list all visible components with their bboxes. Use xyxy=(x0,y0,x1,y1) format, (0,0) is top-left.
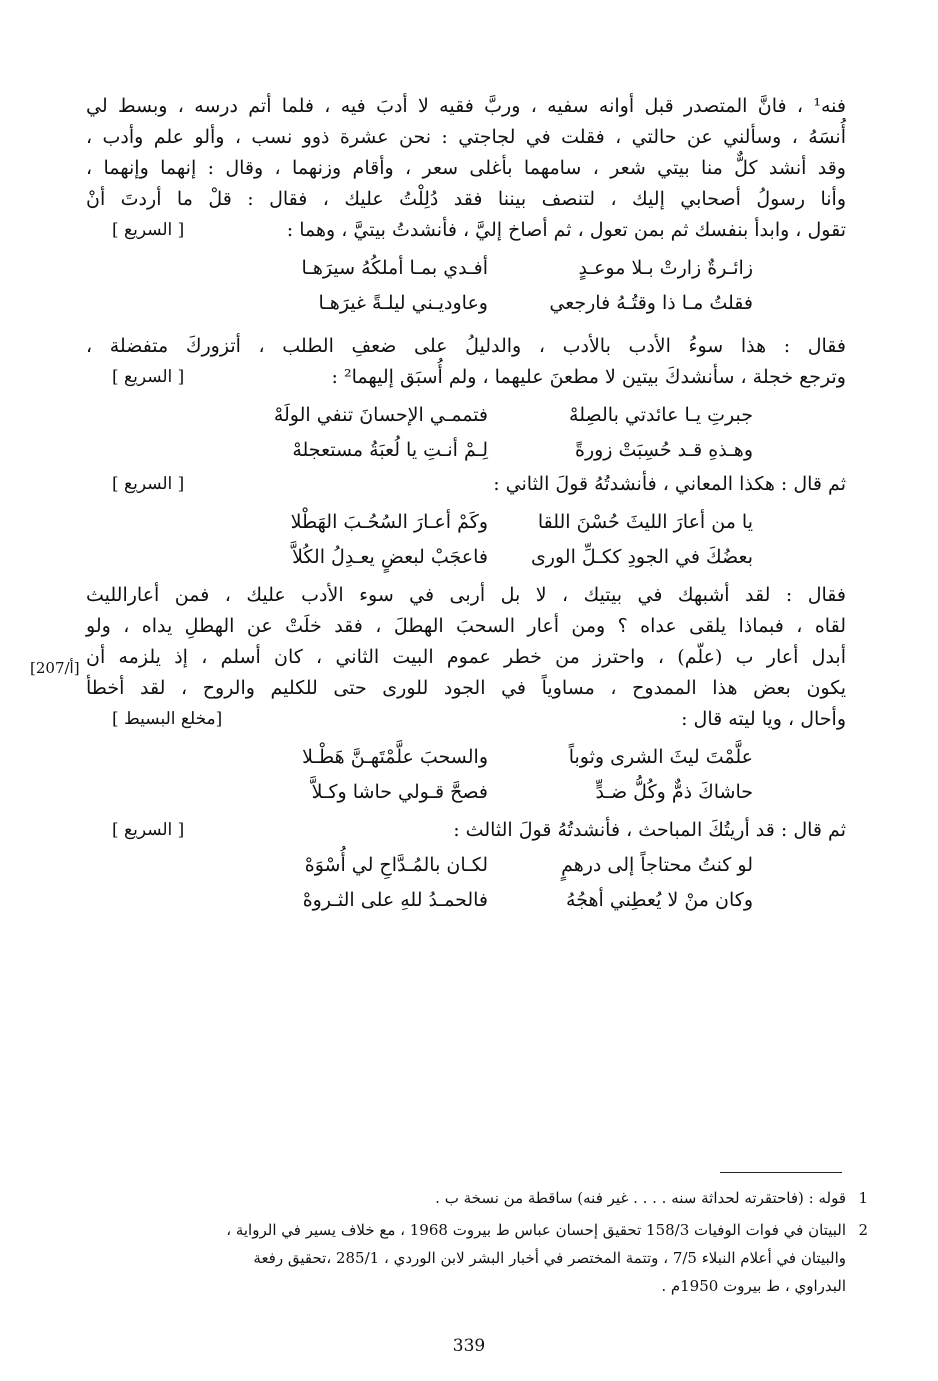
verse-second-hemistich: فتممـي الإحسانَ تنفي الولَهْ xyxy=(273,404,488,426)
prose-line: وأحال ، ويا ليته قال : xyxy=(681,708,846,730)
prose-line: ثم قال : هكذا المعاني ، فأنشدتُهُ قولَ الثاني : xyxy=(493,473,846,495)
verse-first-hemistich: حاشاكَ ذمٌّ وكُلُّ ضـدٍّ xyxy=(595,781,753,803)
footnote-line xyxy=(86,1218,868,1243)
footnote-text: والبيتان في أعلام النبلاء 7/5 ، وتتمة المختصر في أخبار البشر لابن الوردي ، 285/1 ،تحقيق رفعة xyxy=(253,1249,846,1267)
verse-first-hemistich: جبرتِ يـا عائدتي بالصِلهْ xyxy=(569,404,753,426)
footnote-line xyxy=(86,1246,846,1271)
margin-folio-reference: [أ/207] xyxy=(30,659,80,677)
verse-first-hemistich: بعضُكَ في الجودِ ككـلِّ الورى xyxy=(530,546,753,568)
verse-first-hemistich: وهـذهِ قـد حُسِبَتْ زورةً xyxy=(575,439,753,461)
prose-line: وترجع خجلة ، سأنشدكَ بيتين لا مطعنَ عليهما ، ولم أُسبَق إليهما² : xyxy=(331,366,846,388)
meter-label: [ السريع ] xyxy=(112,220,185,240)
prose-line: وأنا رسولُ أصحابي إليك ، لتنصف بيننا فقد دُلِلْتُ عليك ، فقال : قلْ ما أردتَ أنْ xyxy=(86,188,846,210)
footnote-text: قوله : (فاحتقرته لحداثة سنه . . . . غير فنه) ساقطة من نسخة ب . xyxy=(435,1189,846,1207)
footnote-text: البيتان في فوات الوفيات 158/3 تحقيق إحسان عباس ط بيروت 1968 ، مع خلاف يسير في الرواية ، xyxy=(226,1221,846,1239)
verse-second-hemistich: فالحمـدُ للهِ على الثـروهْ xyxy=(302,889,488,911)
verse-first-hemistich: يا من أعارَ الليثَ حُسْنَ اللقا xyxy=(537,511,753,533)
meter-label: [ السريع ] xyxy=(112,474,185,494)
verse-second-hemistich: وعاوديـني ليلـةً غيرَهـا xyxy=(318,292,488,314)
verse-first-hemistich: زائـرةٌ زارتْ بـلا موعـدٍ xyxy=(578,257,753,279)
verse-second-hemistich: وكَمْ أعـارَ السُحُـبَ الهَطْلا xyxy=(290,511,488,533)
prose-line: لقاه ، فبماذا يلقى عداه ؟ ومن أعار السحبَ الهطلَ ، فقد خلَتْ عن الهطلِ يداه ، ولو xyxy=(86,615,846,637)
verse-first-hemistich: علَّمْتَ ليثَ الشرى وثوباً xyxy=(568,746,753,768)
meter-label: [ السريع ] xyxy=(112,367,185,387)
meter-label: [مخلع البسيط ] xyxy=(112,709,223,729)
prose-line: فنه¹ ، فانَّ المتصدر قبل أوانه سفيه ، وربَّ فقيه لا أدبَ فيه ، فلما أتم درسه ، وبسط لي xyxy=(86,95,846,117)
prose-line: أُنسَهُ ، وسألني عن حالتي ، فقلت في لجاجتي : نحن عشرة ذوو نسب ، وألو علم وأدب ، xyxy=(86,126,846,148)
prose-line: يكون بعض هذا الممدوح ، مساوياً في الجود للورى حتى للكليم والروح ، لقد أخطأ xyxy=(86,677,846,699)
prose-line: أبدل أعار ب (علّم) ، واحترز من خطر عموم البيت الثاني ، كان أسلم ، إذ يلزمه أن xyxy=(86,646,846,668)
footnote-number: 1 xyxy=(858,1189,868,1207)
footnote-line xyxy=(86,1274,846,1299)
footnote-line xyxy=(86,1186,868,1211)
prose-line: ثم قال : قد أريتُكَ المباحث ، فأنشدتُهُ قولَ الثالث : xyxy=(453,819,846,841)
verse-second-hemistich: لكـان بالمُـدَّاحِ لي أُسْوَهْ xyxy=(304,854,488,876)
footnote-separator xyxy=(720,1172,842,1173)
verse-second-hemistich: أفـدي بمـا أملكُهُ سيرَهـا xyxy=(301,257,488,279)
prose-line: فقال : هذا سوءُ الأدب بالأدب ، والدليلُ على ضعفِ الطلب ، أتزوركَ متفضلة ، xyxy=(86,335,846,357)
verse-first-hemistich: لو كنتُ محتاجاً إلى درهمٍ xyxy=(561,854,753,876)
verse-second-hemistich: والسحبَ علَّمْتَهـنَّ هَطْـلا xyxy=(302,746,488,768)
footnote-text: البدراوي ، ط بيروت 1950م . xyxy=(661,1277,846,1295)
verse-second-hemistich: فصحَّ قـولي حاشا وكـلاَّ xyxy=(311,781,488,803)
footnote-number: 2 xyxy=(858,1221,868,1239)
prose-line: فقال : لقد أشبهك في بيتيك ، لا بل أربى في سوء الأدب عليك ، فمن أعارالليث xyxy=(86,584,846,606)
verse-first-hemistich: فقلتُ مـا ذا وقتُـهُ فارجعي xyxy=(549,292,753,314)
verse-second-hemistich: فاعجَبْ لبعضٍ يعـدِلُ الكُلاَّ xyxy=(292,546,488,568)
prose-line: وقد أنشد كلٌّ منا بيتي شعر ، سامهما بأغلى سعر ، وأقام وزنهما ، وقال : إنهما وإنهما ، xyxy=(86,157,846,179)
verse-second-hemistich: لِـمْ أنـتِ يا لُعبَةُ مستعجلهْ xyxy=(292,439,488,461)
meter-label: [ السريع ] xyxy=(112,820,185,840)
prose-line: تقول ، وابدأ بنفسك ثم بمن تعول ، ثم أصاخ إليَّ ، فأنشدتُ بيتيَّ ، وهما : xyxy=(286,219,846,241)
page-number: 339 xyxy=(452,1336,486,1356)
verse-first-hemistich: وكان منْ لا يُعطِني أهجُهُ xyxy=(566,889,753,911)
